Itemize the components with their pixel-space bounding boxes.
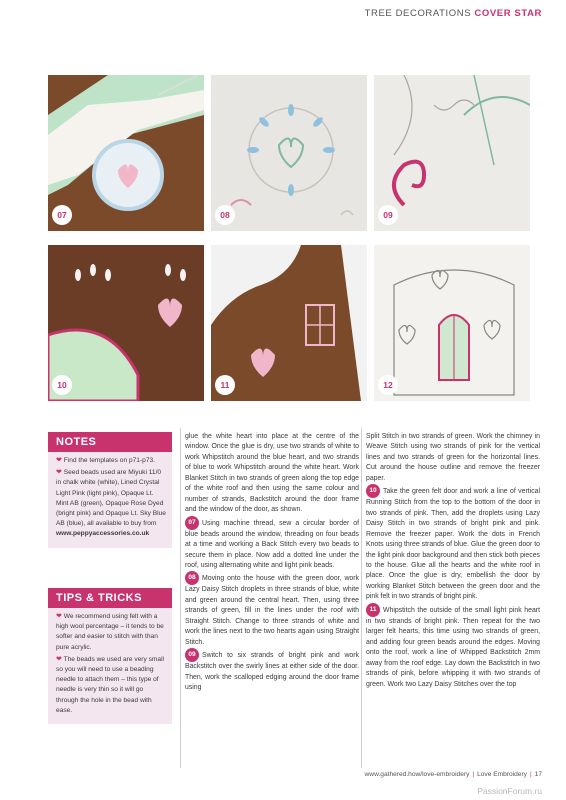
photo-step-09 [374,75,530,231]
step-number: 09 [185,648,199,662]
tips-item: ❤ We recommend using felt with a high wool percentage – it tends to be softer and easier to stitch with than pure acrylic. [56,613,164,651]
photo-step-10 [48,245,204,401]
step-paragraph: 07 Using machine thread, sew a circular border of blue beads around the window, threading on four beads at a time and working a Back Stitch every two beads to secure them in place. Now add a dotted line under the roof, using alternating white and light pink beads. [185,516,359,572]
step-number: 11 [366,603,380,617]
body-paragraph: Split Stitch in two strands of green. Work the chimney in Weave Stitch using two strands of pink for the vertical lines and two strands of green for the horizontal lines. Cut around the house outline and remove the freezer paper. [366,433,540,482]
step-badge: 08 [215,205,235,225]
step-paragraph: 09 Switch to six strands of bright pink and work Backstitch over the swirly lines at either side of the door. Then, work the scalloped edging around the door frame using [185,648,359,693]
column-divider [361,428,362,768]
footer-url[interactable]: www.gathered.how/love-embroidery [364,771,470,778]
page-header [365,8,542,19]
instructions-column-3 [366,432,540,690]
step-badge: 11 [215,375,235,395]
page-footer [365,771,542,778]
step-number: 07 [185,516,199,530]
watermark: PassionForum.ru [477,786,542,796]
step-paragraph: 10 Take the green felt door and work a line of vertical Running Stitch from the top to the bottom of the door in two strands of pink. Then, add the droplets using Lazy Daisy Stitch in two strands of bright pink and pink. Remove the freezer paper. Work the dots in French Knots using three strands of blue. Glue the green door to the light pink door background and then stick both pieces to the house. Glue all the hearts and the white roof in place. Once the glue is dry, embellish the door by working Blanket Stitch between the green door and the pink felt in two strands of bright pink. [366,484,540,603]
step-badge: 12 [378,375,398,395]
instructions-column-2 [185,432,359,694]
step-badge: 09 [378,205,398,225]
notes-title: NOTES [48,432,172,452]
page-number: 17 [534,771,542,778]
notes-item: ❤ Find the templates on p71-p73. [56,457,155,464]
photo-step-11 [211,245,367,401]
heart-bullet-icon: ❤ [56,655,62,663]
step-number: 08 [185,571,199,585]
body-paragraph: glue the white heart into place at the centre of the window. Once the glue is dry, use two strands of white to work Whipstitch around the blue heart, and two strands of blue to work Whipstitch around the white heart. Work Blanket Stitch in two strands of green along the top edge of the white roof and then using the same colour and number of strands, Backstitch around the door frame and the window of the door, as shown. [185,433,359,514]
heart-bullet-icon: ❤ [56,469,62,477]
tips-item: ❤ The beads we used are very small so you will need to use a beading needle to attach them – this type of needle is very thin so it will go through the hole in the bead with ease. [56,655,165,714]
photo-step-12 [374,245,530,401]
step-number: 10 [366,484,380,498]
photo-step-07 [48,75,204,231]
footer-divider: | [529,771,532,778]
photo-step-08 [211,75,367,231]
step-paragraph: 08 Moving onto the house with the green door, work Lazy Daisy Stitch droplets in three strands of blue, white and green around the central heart. Then, using three strands of green, fill in the lines under the roof with Straight Stitch. Change to three strands of white and work the lines next to the two hearts again using Straight Stitch. [185,571,359,648]
footer-divider: | [472,771,475,778]
step-badge: 10 [52,375,72,395]
column-divider [180,428,181,768]
tips-box [48,588,172,724]
magazine-name: Love Embroidery [477,771,527,778]
notes-box [48,432,172,548]
section-highlight: COVER STAR [474,8,542,19]
section-label: TREE DECORATIONS [364,8,472,19]
notes-item: ❤ Seed beads used are Miyuki 11/0 in chalk white (white), Lined Crystal Light Pink (light pink), Opaque Lt. Mint AB (green), Opaque Rose Dyed (bright pink) and Opaque Lt. Sky Blue AB (blue), all available to buy from www.peppyaccessories.co.uk [56,469,166,538]
heart-bullet-icon: ❤ [56,613,62,620]
step-paragraph: 11 Whipstitch the outside of the small light pink heart in two strands of bright pink. Then repeat for the two larger felt hearts, this time using two strands of green, and adding four green beads around the edges. Moving onto the roof, work a line of Whipped Backstitch 2mm away from the roof edge. Lay down the Backstitch in two strands of pink, before whipping it with two strands of green. Work two Lazy Daisy Stitches over the top [366,603,540,690]
supplier-link[interactable]: www.peppyaccessories.co.uk [56,530,150,538]
tips-title: TIPS & TRICKS [48,588,172,608]
heart-bullet-icon: ❤ [56,457,62,464]
step-badge: 07 [52,205,72,225]
